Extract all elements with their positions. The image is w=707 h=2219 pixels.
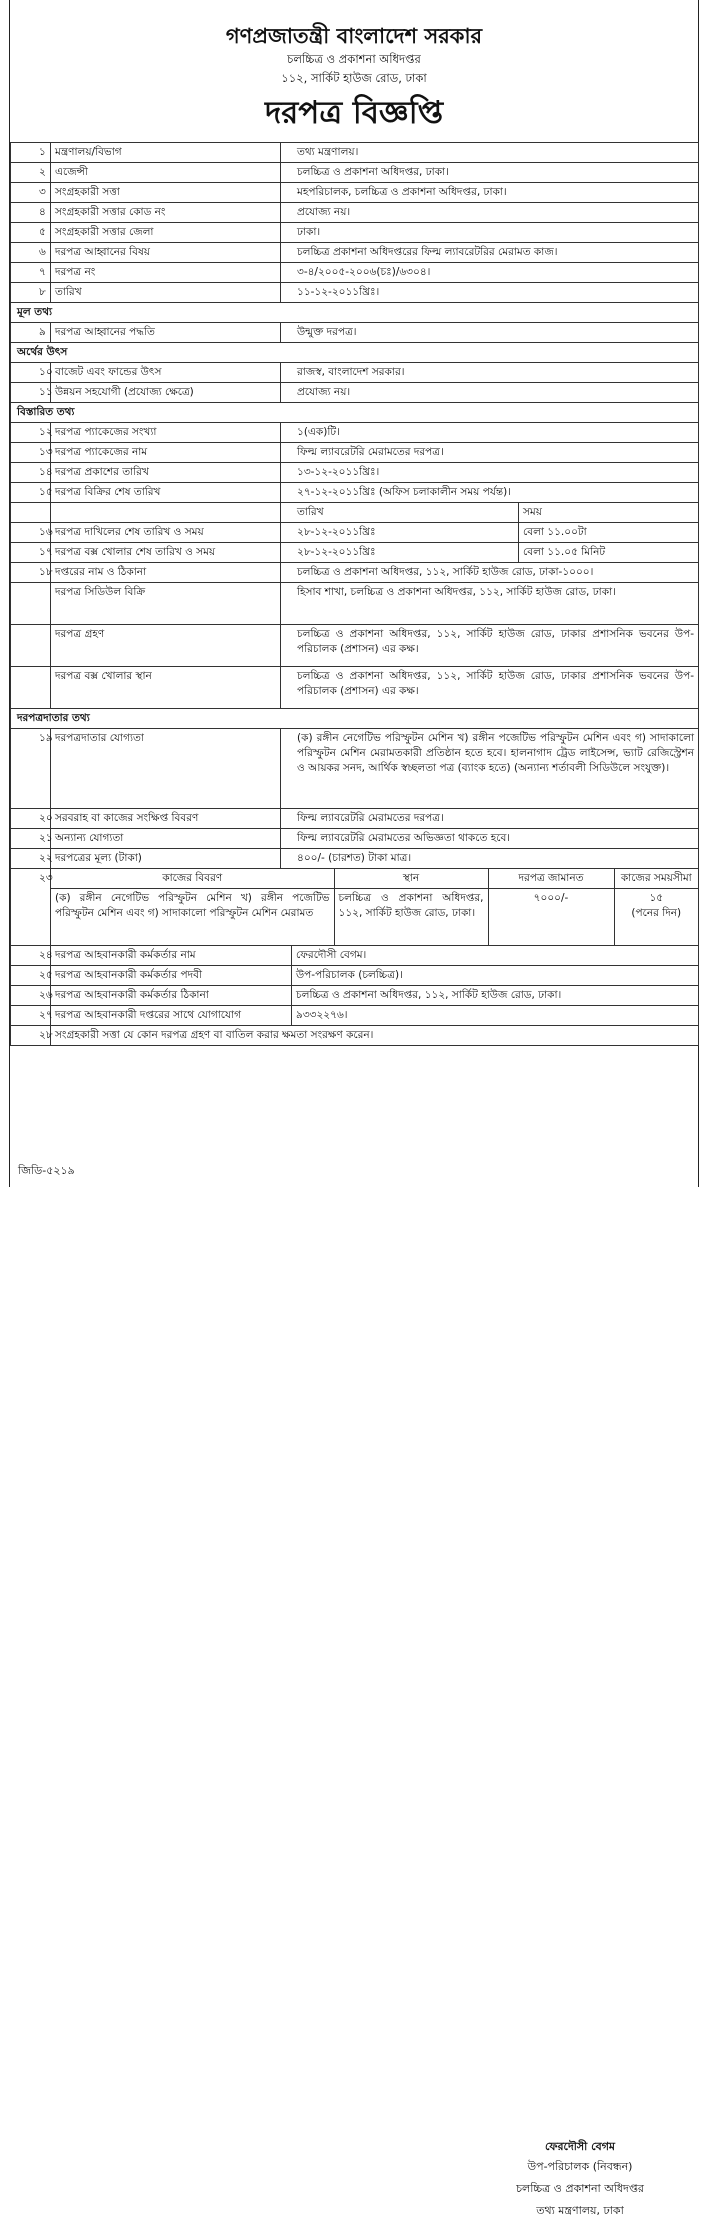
notice-title: দরপত্র বিজ্ঞপ্তি [264,95,444,131]
gd-code: জিডি-৫২১৯ [18,1164,75,1177]
table-row [11,563,699,583]
row-value: ১১-১২-২০১১খ্রিঃ। [281,283,699,303]
row-number: ৩ [11,183,51,203]
row-value: ঢাকা। [281,223,699,243]
row-value: চলচ্চিত্র ও প্রকাশনা অধিদপ্তর, ঢাকা। [281,163,699,183]
section-heading-basic: মূল তথ্য [11,303,699,323]
table-row [11,363,699,383]
table-row [11,143,699,163]
row-label: দরপত্র আহ্বানের বিষয় [51,243,281,263]
row-value: উপ-পরিচালক (চলচ্চিত্র)। [292,965,699,985]
signatory-ministry: তথ্য মন্ত্রণালয়, ঢাকা [536,2203,624,2217]
row-value: প্রযোজ্য নয়। [281,383,699,403]
tender-notice [9,0,699,2217]
work-duration-header: কাজের সময়সীমা [614,869,698,889]
row-label: বাজেট এবং ফান্ডের উৎস [51,363,281,383]
signatory-designation: উপ-পরিচালক (নিবন্ধন) [527,2159,633,2173]
work-details-table [51,869,698,945]
row-number: ২৪ [11,945,51,965]
row-label: দরপত্র আহ্বানের পদ্ধতি [51,323,281,343]
row-label: দপ্তরের নাম ও ঠিকানা [51,563,281,583]
work-details-row [11,869,699,946]
row-number: ২৩ [11,869,51,946]
government-title: গণপ্রজাতন্ত্রী বাংলাদেশ সরকার [225,23,483,48]
row-number: ৯ [11,323,51,343]
table-row [11,985,699,1005]
row-number: ৪ [11,203,51,223]
row-time: বেলা ১১.০৫ মিনিট [519,543,699,563]
row-value: চলচ্চিত্র ও প্রকাশনা অধিদপ্তর, ১১২, সার্কিট হাউজ রোড, ঢাকার প্রশাসনিক ভবনের উপ-পরিচালক (প্রশাসন) এর কক্ষ। [281,667,699,709]
row-date: ২৮-১২-২০১১খ্রিঃ [281,543,519,563]
office-name: চলচ্চিত্র ও প্রকাশনা অধিদপ্তর [287,52,421,66]
row-number: ১৭ [11,543,51,563]
row-value: চলচ্চিত্র ও প্রকাশনা অধিদপ্তর, ১১২, সার্কিট হাউজ রোড, ঢাকার প্রশাসনিক ভবনের উপ-পরিচালক (প্রশাসন) এর কক্ষ। [281,625,699,667]
row-value: চলচ্চিত্র ও প্রকাশনা অধিদপ্তর, ১১২, সার্কিট হাউজ রোড, ঢাকা। [292,985,699,1005]
row-value: মহপরিচালক, চলচ্চিত্র ও প্রকাশনা অধিদপ্তর, ঢাকা। [281,183,699,203]
row-date: ২৮-১২-২০১১খ্রিঃ [281,523,519,543]
row-label: সংগ্রহকারী সত্তা [51,183,281,203]
table-row [11,423,699,443]
row-number: ৮ [11,283,51,303]
row-value: ফিল্ম ল্যাবরেটরি মেরামতের দরপত্র। [281,809,699,829]
table-row [11,243,699,263]
row-number: ১৫ [11,483,51,503]
table-row [11,323,699,343]
row-value: উন্মুক্ত দরপত্র। [281,323,699,343]
row-number: ২৭ [11,1005,51,1025]
datetime-header-row [11,503,699,523]
table-row [11,203,699,223]
tender-table [10,142,699,1046]
row-label: দরপত্রের মূল্য (টাকা) [51,849,281,869]
table-row [11,163,699,183]
table-row [11,463,699,483]
time-column-header: সময় [519,503,699,523]
row-number: ২৫ [11,965,51,985]
row-label: অন্যান্য যোগ্যতা [51,829,281,849]
table-row [11,263,699,283]
row-label: সংগ্রহকারী সত্তার জেলা [51,223,281,243]
table-row [11,945,699,965]
row-label: সংগ্রহকারী সত্তার কোড নং [51,203,281,223]
tender-security: ৭০০০/- [488,889,614,945]
table-row [11,383,699,403]
row-label: দরপত্র প্রকাশের তারিখ [51,463,281,483]
row-label: দরপত্র আহবানকারী দপ্তরের সাথে যোগাযোগ [51,1005,292,1025]
signatory-name: ফেরদৌসী বেগম [544,2139,616,2153]
row-label: দরপত্র দাখিলের শেষ তারিখ ও সময় [51,523,281,543]
row-value: ফিল্ম ল্যাবরেটরি মেরামতের অভিজ্ঞতা থাকতে হবে। [281,829,699,849]
row-number: ১৯ [11,729,51,809]
work-duration-words: (পনের দিন) [631,907,682,919]
office-address: ১১২, সার্কিট হাউজ রোড, ঢাকা [281,71,427,85]
row-label: দরপত্র সিডিউল বিক্রি [51,583,281,625]
table-row [11,483,699,503]
table-row [11,443,699,463]
section-row [11,343,699,363]
table-row [11,183,699,203]
row-number: ১৮ [11,563,51,583]
row-time: বেলা ১১.০০টা [519,523,699,543]
row-label: দরপত্র বিক্রির শেষ তারিখ [51,483,281,503]
row-label: দরপত্র নং [51,263,281,283]
tender-security-header: দরপত্র জামানত [488,869,614,889]
table-row [11,729,699,809]
row-label: দরপত্র আহবানকারী কর্মকর্তার পদবী [51,965,292,985]
row-number: ২১ [11,829,51,849]
row-number: ৬ [11,243,51,263]
row-label: দরপত্র আহবানকারী কর্মকর্তার ঠিকানা [51,985,292,1005]
section-heading-detail: বিস্তারিত তথ্য [11,403,699,423]
row-number: ১১ [11,383,51,403]
row-value: হিসাব শাখা, চলচ্চিত্র ও প্রকাশনা অধিদপ্তর, ১১২, সার্কিট হাউজ রোড, ঢাকা। [281,583,699,625]
work-duration-days: ১৫ [649,892,664,904]
table-row [11,625,699,667]
row-value: ১(এক)টি। [281,423,699,443]
work-duration [614,889,698,945]
row-label: মন্ত্রণালয়/বিভাগ [51,143,281,163]
row-value: ৩-৪/২০০৫-২০০৬(চঃ)/৬৩০৪। [281,263,699,283]
row-value: চলচ্চিত্র প্রকাশনা অধিদপ্তরের ফিল্ম ল্যাবরেটরির মেরামত কাজ। [281,243,699,263]
section-row [11,303,699,323]
row-value: প্রযোজ্য নয়। [281,203,699,223]
row-number: ২৮ [11,1025,51,1045]
row-number: ২৬ [11,985,51,1005]
row-number: ১২ [11,423,51,443]
work-description-header: কাজের বিবরণ [51,869,334,889]
row-label: তারিখ [51,283,281,303]
section-heading-tenderer: দরপত্রদাতার তথ্য [11,709,699,729]
table-row [11,523,699,543]
table-row [11,829,699,849]
section-row [11,709,699,729]
table-row [11,1005,699,1025]
row-value: ৪০০/- (চারশত) টাকা মাত্র। [281,849,699,869]
table-row [11,667,699,709]
signatory-office: চলচ্চিত্র ও প্রকাশনা অধিদপ্তর [516,2181,644,2195]
row-number: ২০ [11,809,51,829]
work-description: (ক) রঙ্গীন নেগেটিভ পরিস্ফুটন মেশিন খ) রঙ্গীন পজেটিভ পরিস্ফুটন মেশিন এবং গ) সাদাকালো পরিস্ফুটন মেশিন মেরামত [51,889,334,945]
table-row [11,809,699,829]
row-label: দরপত্র প্যাকেজের সংখ্যা [51,423,281,443]
row-value: চলচ্চিত্র ও প্রকাশনা অধিদপ্তর, ১১২, সার্কিট হাউজ রোড, ঢাকা-১০০০। [281,563,699,583]
row-value: ফেরদৌসী বেগম। [292,945,699,965]
row-label: দরপত্র বক্স খোলার শেষ তারিখ ও সময় [51,543,281,563]
row-number: ১৬ [11,523,51,543]
table-row [11,1025,699,1045]
table-row [11,965,699,985]
date-column-header: তারিখ [281,503,519,523]
table-row [11,283,699,303]
row-number: ২ [11,163,51,183]
row-value: রাজস্ব, বাংলাদেশ সরকার। [281,363,699,383]
row-note: সংগ্রহকারী সত্তা যে কোন দরপত্র গ্রহণ বা বাতিল করার ক্ষমতা সংরক্ষণ করেন। [51,1025,699,1045]
table-row [11,223,699,243]
work-place-header: স্থান [334,869,488,889]
row-label: দরপত্র আহবানকারী কর্মকর্তার নাম [51,945,292,965]
row-label: এজেন্সী [51,163,281,183]
row-label: সরবরাহ বা কাজের সংক্ষিপ্ত বিবরণ [51,809,281,829]
row-value: ফিল্ম ল্যাবরেটরি মেরামতের দরপত্র। [281,443,699,463]
row-value: ১৩-১২-২০১১খ্রিঃ। [281,463,699,483]
row-number: ১৩ [11,443,51,463]
table-row [11,543,699,563]
section-heading-fund: অর্থের উৎস [11,343,699,363]
table-row [11,849,699,869]
section-row [11,403,699,423]
row-number: ১০ [11,363,51,383]
row-value: (ক) রঙ্গীন নেগেটিভ পরিস্ফুটন মেশিন খ) রঙ্গীন পজেটিভ পরিস্ফুটন মেশিন এবং গ) সাদাকালো পরিস্ফুটন মেশিন মেরামতকারী প্রতিষ্ঠান হতে হবে। হালনাগাদ ট্রেড লাইসেন্স, ভ্যাট রেজিস্ট্রেশন ও আয়কর সনদ, আর্থিক স্বচ্ছলতা পত্র (ব্যাংক হতে) (অন্যান্য শর্তাবলী সিডিউলে সংযুক্ত)। [281,729,699,809]
table-row [11,583,699,625]
row-number: ১ [11,143,51,163]
row-number: ১৪ [11,463,51,483]
row-number: ৭ [11,263,51,283]
work-place: চলচ্চিত্র ও প্রকাশনা অধিদপ্তর, ১১২, সার্কিট হাউজ রোড, ঢাকা। [334,889,488,945]
row-value: তথ্য মন্ত্রণালয়। [281,143,699,163]
row-label: উন্নয়ন সহযোগী (প্রযোজ্য ক্ষেত্রে) [51,383,281,403]
row-label: দরপত্রদাতার যোগ্যতা [51,729,281,809]
row-number: ৫ [11,223,51,243]
row-value: ৯৩৩২২৭৬। [292,1005,699,1025]
row-number: ২২ [11,849,51,869]
row-label: দরপত্র বক্স খোলার স্থান [51,667,281,709]
row-value: ২৭-১২-২০১১খ্রিঃ (অফিস চলাকালীন সময় পর্যন্ত)। [281,483,699,503]
row-label: দরপত্র গ্রহণ [51,625,281,667]
row-label: দরপত্র প্যাকেজের নাম [51,443,281,463]
